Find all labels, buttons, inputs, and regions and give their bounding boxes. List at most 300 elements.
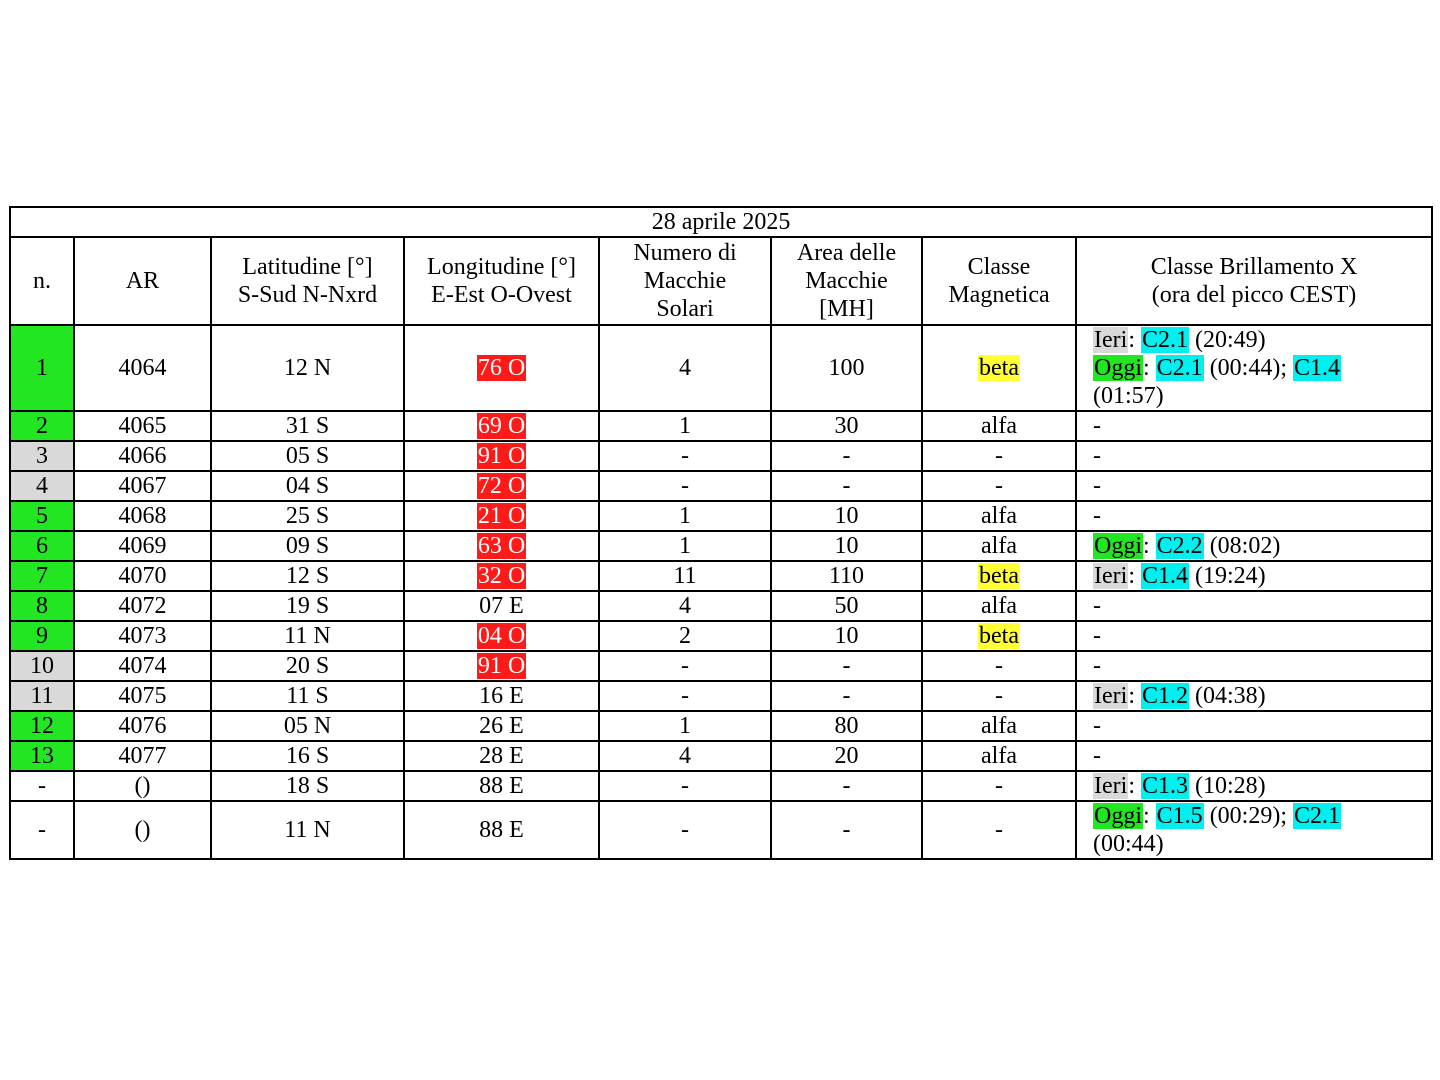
flare-line [1093, 412, 1431, 440]
header-text-line: n. [33, 268, 51, 294]
table-row [10, 411, 1432, 441]
header-spot-area [771, 237, 922, 325]
flare-text: : [1128, 683, 1141, 709]
header-ar [74, 237, 211, 325]
longitude-cell [404, 531, 599, 561]
flare-day-today: Oggi [1094, 533, 1142, 559]
latitude-cell [211, 561, 404, 591]
flare-text: (00:44) [1093, 831, 1164, 857]
flare-line [1093, 682, 1431, 710]
spot-area-cell [771, 681, 922, 711]
spot-area-cell [771, 441, 922, 471]
row-number: 11 [30, 683, 54, 709]
flare-class-value: C1.3 [1141, 773, 1188, 799]
row-number: 12 [30, 713, 54, 739]
spot-count-value: 11 [673, 563, 697, 589]
magnetic-class-cell [922, 471, 1076, 501]
latitude-cell [211, 801, 404, 859]
spot-area-value: - [842, 683, 851, 709]
active-region-cell [74, 711, 211, 741]
flare-line [1093, 442, 1431, 470]
spot-area-value: - [842, 773, 851, 799]
spot-count-cell [599, 591, 771, 621]
row-number-cell [10, 591, 74, 621]
active-region-cell [74, 325, 211, 411]
row-number: 4 [36, 473, 48, 499]
spot-count-cell [599, 711, 771, 741]
active-region-cell [74, 471, 211, 501]
magnetic-class-cell [922, 711, 1076, 741]
flare-class-value: C2.2 [1156, 533, 1203, 559]
active-region-cell [74, 621, 211, 651]
latitude-value: 09 S [285, 533, 330, 559]
spot-area-value: 10 [834, 533, 859, 559]
magnetic-class-cell [922, 801, 1076, 859]
flare-line [1093, 354, 1431, 382]
row-number-cell [10, 471, 74, 501]
spot-area-value: 20 [834, 743, 859, 769]
active-region-cell [74, 531, 211, 561]
flare-text: (10:28) [1189, 773, 1266, 799]
table-row [10, 531, 1432, 561]
flare-cell [1076, 411, 1432, 441]
latitude-cell [211, 591, 404, 621]
magnetic-class-cell [922, 441, 1076, 471]
flare-class-value: C2.1 [1156, 355, 1203, 381]
row-number: 8 [36, 593, 48, 619]
spot-count-value: - [681, 653, 689, 679]
table-row [10, 325, 1432, 411]
spot-area-value: - [842, 653, 851, 679]
header-text-line: Magnetica [948, 282, 1050, 308]
latitude-cell [211, 741, 404, 771]
longitude-cell [404, 471, 599, 501]
longitude-value: 76 O [477, 355, 526, 381]
flare-line [1093, 712, 1431, 740]
latitude-value: 12 N [283, 355, 332, 381]
latitude-cell [211, 771, 404, 801]
flare-cell [1076, 801, 1432, 859]
spot-area-value: - [842, 443, 851, 469]
table-row [10, 591, 1432, 621]
header-text-line: E-Est O-Ovest [431, 282, 572, 308]
active-region-number: 4065 [118, 413, 167, 439]
header-text-line: Classe [967, 254, 1031, 280]
header-text-line: Macchie [805, 268, 888, 294]
header-text-line: Area delle [796, 240, 897, 266]
flare-cell [1076, 471, 1432, 501]
magnetic-class-value: beta [979, 355, 1019, 381]
header-text-line: Longitudine [°] [427, 254, 576, 280]
header-row [10, 237, 1432, 325]
row-number: 7 [36, 563, 48, 589]
flare-text: - [1093, 653, 1101, 679]
latitude-cell [211, 501, 404, 531]
spot-area-cell [771, 651, 922, 681]
magnetic-class-cell [922, 621, 1076, 651]
flare-text: : [1143, 533, 1156, 559]
magnetic-class-value: alfa [981, 533, 1017, 559]
spot-area-value: 30 [834, 413, 859, 439]
flare-line [1093, 562, 1431, 590]
row-number-cell [10, 501, 74, 531]
spot-count-cell [599, 801, 771, 859]
longitude-cell [404, 711, 599, 741]
magnetic-class-value: - [995, 653, 1003, 679]
flare-line [1093, 472, 1431, 500]
table-row [10, 741, 1432, 771]
flare-text: - [1093, 473, 1101, 499]
longitude-value: 88 E [479, 817, 524, 843]
spot-area-cell [771, 471, 922, 501]
table-row [10, 471, 1432, 501]
flare-class-value: C1.5 [1156, 803, 1203, 829]
active-region-number: 4066 [118, 443, 167, 469]
flare-cell [1076, 591, 1432, 621]
flare-class-value: C2.1 [1294, 803, 1341, 829]
flare-text: - [1093, 593, 1101, 619]
spot-count-cell [599, 531, 771, 561]
spot-count-cell [599, 325, 771, 411]
spot-area-cell [771, 741, 922, 771]
magnetic-class-value: alfa [981, 503, 1017, 529]
row-number-cell [10, 771, 74, 801]
magnetic-class-value: beta [979, 563, 1019, 589]
flare-cell [1076, 441, 1432, 471]
active-region-cell [74, 561, 211, 591]
active-region-number: 4069 [118, 533, 167, 559]
longitude-value: 63 O [477, 533, 526, 559]
header-text-line: AR [125, 268, 160, 294]
header-text-line: Numero di [633, 240, 737, 266]
row-number-cell [10, 711, 74, 741]
spot-count-value: - [681, 473, 689, 499]
active-region-number: 4070 [118, 563, 167, 589]
longitude-cell [404, 411, 599, 441]
row-number: 2 [36, 413, 48, 439]
flare-text: (00:29); [1203, 803, 1294, 829]
flare-cell [1076, 325, 1432, 411]
longitude-cell [404, 501, 599, 531]
magnetic-class-value: beta [979, 623, 1019, 649]
active-region-number: 4064 [118, 355, 167, 381]
longitude-cell [404, 801, 599, 859]
spot-count-cell [599, 741, 771, 771]
spot-area-value: 10 [834, 623, 859, 649]
flare-line [1093, 652, 1431, 680]
row-number: 9 [36, 623, 48, 649]
spot-area-cell [771, 531, 922, 561]
magnetic-class-value: - [995, 443, 1003, 469]
spot-area-cell [771, 591, 922, 621]
header-text-line: [MH] [819, 296, 874, 322]
longitude-cell [404, 741, 599, 771]
spot-count-cell [599, 621, 771, 651]
header-magnetic-class [922, 237, 1076, 325]
active-region-cell [74, 501, 211, 531]
flare-text: (04:38) [1189, 683, 1266, 709]
table-row [10, 561, 1432, 591]
header-text-line: Classe Brillamento X [1150, 254, 1358, 280]
flare-day-today: Oggi [1094, 803, 1142, 829]
spot-area-value: - [842, 817, 851, 843]
row-number: 5 [36, 503, 48, 529]
active-region-cell [74, 651, 211, 681]
spot-area-value: - [842, 473, 851, 499]
spot-count-cell [599, 771, 771, 801]
longitude-value: 91 O [477, 653, 526, 679]
magnetic-class-cell [922, 325, 1076, 411]
table-row [10, 711, 1432, 741]
spot-area-cell [771, 501, 922, 531]
magnetic-class-value: - [995, 473, 1003, 499]
spot-area-value: 110 [828, 563, 865, 589]
row-number: 10 [30, 653, 54, 679]
latitude-value: 31 S [285, 413, 330, 439]
flare-text: : [1128, 563, 1141, 589]
row-number: 1 [36, 355, 48, 381]
longitude-value: 72 O [477, 473, 526, 499]
spot-count-value: 1 [679, 713, 691, 739]
flare-class-value: C1.4 [1294, 355, 1341, 381]
header-flare-class [1076, 237, 1432, 325]
flare-text: - [1093, 443, 1101, 469]
spot-area-value: 50 [834, 593, 859, 619]
spot-area-cell [771, 771, 922, 801]
flare-text: - [1093, 503, 1101, 529]
spot-count-value: - [681, 773, 689, 799]
flare-cell [1076, 681, 1432, 711]
row-number-cell [10, 411, 74, 441]
latitude-cell [211, 651, 404, 681]
header-n [10, 237, 74, 325]
active-region-number: 4074 [118, 653, 167, 679]
row-number-cell [10, 741, 74, 771]
magnetic-class-cell [922, 681, 1076, 711]
active-region-number: 4067 [118, 473, 167, 499]
header-text-line: S-Sud N-Nxrd [237, 282, 378, 308]
spot-area-cell [771, 561, 922, 591]
spot-count-value: 4 [679, 355, 691, 381]
active-region-number: () [134, 773, 151, 799]
row-number: 3 [36, 443, 48, 469]
latitude-value: 20 S [285, 653, 330, 679]
longitude-cell [404, 325, 599, 411]
latitude-value: 11 N [284, 817, 331, 843]
active-region-number: 4076 [118, 713, 167, 739]
longitude-value: 26 E [479, 713, 524, 739]
flare-line [1093, 772, 1431, 800]
table-row [10, 651, 1432, 681]
flare-text: (20:49) [1189, 327, 1266, 353]
row-number-cell [10, 561, 74, 591]
flare-cell [1076, 741, 1432, 771]
longitude-cell [404, 621, 599, 651]
flare-day-yesterday: Ieri [1094, 327, 1128, 353]
spot-count-cell [599, 441, 771, 471]
header-text-line: Macchie [643, 268, 727, 294]
table-row [10, 771, 1432, 801]
magnetic-class-cell [922, 501, 1076, 531]
longitude-value: 28 E [479, 743, 524, 769]
active-region-cell [74, 591, 211, 621]
flare-cell [1076, 711, 1432, 741]
active-region-number: 4077 [118, 743, 167, 769]
latitude-cell [211, 621, 404, 651]
latitude-cell [211, 441, 404, 471]
flare-text: (01:57) [1093, 383, 1164, 409]
latitude-value: 11 N [284, 623, 331, 649]
row-number-cell [10, 801, 74, 859]
magnetic-class-value: alfa [981, 413, 1017, 439]
magnetic-class-cell [922, 771, 1076, 801]
longitude-cell [404, 441, 599, 471]
magnetic-class-cell [922, 411, 1076, 441]
spot-count-value: - [681, 443, 689, 469]
latitude-value: 16 S [285, 743, 330, 769]
row-number-cell [10, 621, 74, 651]
flare-line [1093, 802, 1431, 830]
longitude-cell [404, 561, 599, 591]
flare-class-value: C1.2 [1141, 683, 1188, 709]
spot-count-cell [599, 561, 771, 591]
longitude-value: 88 E [479, 773, 524, 799]
row-number-cell [10, 651, 74, 681]
row-number: 6 [36, 533, 48, 559]
flare-line [1093, 532, 1431, 560]
sunspot-table [9, 206, 1433, 860]
longitude-value: 32 O [477, 563, 526, 589]
flare-line [1093, 326, 1431, 354]
spot-count-value: 4 [679, 593, 691, 619]
latitude-value: 11 S [286, 683, 329, 709]
longitude-value: 07 E [479, 593, 524, 619]
flare-text: - [1093, 413, 1101, 439]
flare-text: : [1143, 803, 1156, 829]
flare-text: : [1128, 327, 1141, 353]
latitude-cell [211, 531, 404, 561]
flare-line [1093, 382, 1431, 410]
row-number: 13 [30, 743, 54, 769]
flare-line [1093, 592, 1431, 620]
spot-area-cell [771, 325, 922, 411]
header-text-line: Solari [656, 296, 714, 322]
row-number-cell [10, 441, 74, 471]
active-region-number: 4072 [118, 593, 167, 619]
table-row [10, 501, 1432, 531]
magnetic-class-cell [922, 561, 1076, 591]
longitude-value: 16 E [479, 683, 524, 709]
table-row [10, 801, 1432, 859]
magnetic-class-value: alfa [981, 743, 1017, 769]
table-title: 28 aprile 2025 [10, 207, 1432, 237]
table-row [10, 441, 1432, 471]
flare-cell [1076, 651, 1432, 681]
longitude-cell [404, 771, 599, 801]
magnetic-class-cell [922, 531, 1076, 561]
header-spot-count [599, 237, 771, 325]
spot-area-value: 80 [834, 713, 859, 739]
spot-count-cell [599, 651, 771, 681]
flare-day-yesterday: Ieri [1094, 563, 1128, 589]
magnetic-class-cell [922, 651, 1076, 681]
table-row [10, 681, 1432, 711]
table-body [10, 325, 1432, 859]
header-text-line: Latitudine [°] [242, 254, 373, 280]
spot-area-value: 10 [834, 503, 859, 529]
flare-text: - [1093, 743, 1101, 769]
spot-count-cell [599, 471, 771, 501]
latitude-cell [211, 681, 404, 711]
active-region-cell [74, 411, 211, 441]
row-number-cell [10, 325, 74, 411]
spot-count-value: 1 [679, 533, 691, 559]
flare-day-yesterday: Ieri [1094, 773, 1128, 799]
flare-day-yesterday: Ieri [1094, 683, 1128, 709]
spot-count-value: 4 [679, 743, 691, 769]
latitude-cell [211, 325, 404, 411]
latitude-cell [211, 471, 404, 501]
magnetic-class-value: - [995, 773, 1003, 799]
latitude-value: 18 S [285, 773, 330, 799]
longitude-value: 21 O [477, 503, 526, 529]
active-region-cell [74, 741, 211, 771]
table-row [10, 621, 1432, 651]
spot-count-value: 1 [679, 503, 691, 529]
flare-line [1093, 830, 1431, 858]
flare-line [1093, 622, 1431, 650]
flare-day-today: Oggi [1094, 355, 1142, 381]
active-region-number: () [134, 817, 151, 843]
flare-class-value: C1.4 [1141, 563, 1188, 589]
latitude-value: 05 S [285, 443, 330, 469]
active-region-cell [74, 441, 211, 471]
flare-cell [1076, 501, 1432, 531]
longitude-cell [404, 681, 599, 711]
latitude-value: 05 N [283, 713, 332, 739]
latitude-cell [211, 411, 404, 441]
longitude-cell [404, 651, 599, 681]
flare-text: (08:02) [1203, 533, 1281, 559]
active-region-number: 4073 [118, 623, 167, 649]
spot-area-cell [771, 801, 922, 859]
row-number-cell [10, 531, 74, 561]
flare-cell [1076, 531, 1432, 561]
spot-count-value: 2 [679, 623, 691, 649]
spot-count-cell [599, 501, 771, 531]
row-number-cell [10, 681, 74, 711]
latitude-value: 25 S [285, 503, 330, 529]
row-number: - [38, 817, 46, 843]
spot-area-value: 100 [828, 355, 865, 381]
spot-area-cell [771, 411, 922, 441]
header-text-line: (ora del picco CEST) [1151, 282, 1357, 308]
spot-count-cell [599, 411, 771, 441]
active-region-number: 4068 [118, 503, 167, 529]
spot-count-value: - [681, 817, 689, 843]
row-number: - [38, 773, 46, 799]
active-region-cell [74, 681, 211, 711]
spot-count-value: - [681, 683, 689, 709]
flare-text: (00:44); [1203, 355, 1294, 381]
magnetic-class-value: alfa [981, 593, 1017, 619]
latitude-cell [211, 711, 404, 741]
latitude-value: 04 S [285, 473, 330, 499]
spot-count-cell [599, 681, 771, 711]
header-longitude [404, 237, 599, 325]
spot-area-cell [771, 711, 922, 741]
longitude-value: 04 O [477, 623, 526, 649]
